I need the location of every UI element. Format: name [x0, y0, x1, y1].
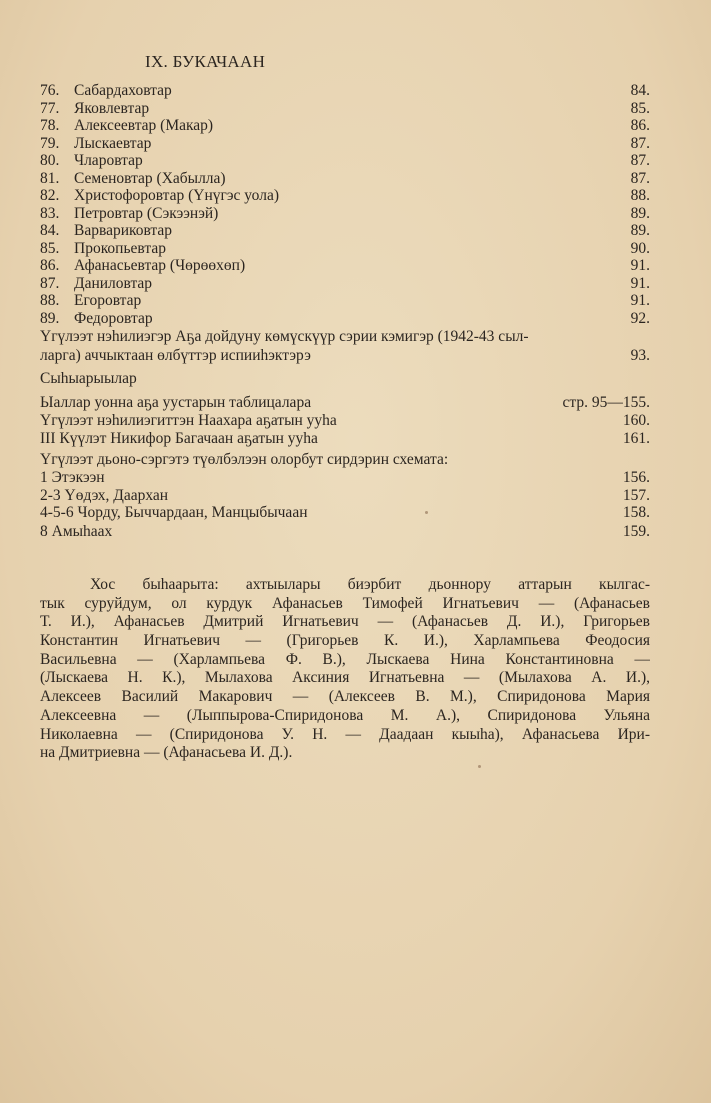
- appendix-entry: [40, 394, 650, 412]
- entry-number: 78.: [40, 117, 60, 134]
- scheme-heading: Үгүлээт дьоно-сэргэтэ түөлбэлээн олорбут сирдэрин схемата:: [40, 451, 449, 468]
- entry-page: 158.: [622, 504, 650, 521]
- entry-title: Алексеевтар (Макар): [74, 117, 214, 134]
- toc-entry: [40, 257, 650, 275]
- entry-title: Афанасьевтар (Чөрөөхөп): [74, 257, 246, 274]
- entry-page: 85.: [630, 99, 650, 117]
- entry-page: 87.: [630, 152, 650, 169]
- appendix-entry: [40, 430, 650, 448]
- entry-page: 93.: [630, 347, 650, 364]
- scheme-entry: [40, 504, 650, 522]
- entry-title: Сабардаховтар: [74, 82, 172, 99]
- entry-title: Үгүлээт нэһилиэгэр Аҕа дойдуну көмүскүүр сэрии кэмигэр (1942-43 сыл-: [40, 328, 529, 345]
- entry-page: 86.: [630, 117, 650, 134]
- footnote-line: (Лыскаева Н. К.), Мылахова Аксиния Игнатьевна — (Мылахова А. И.),: [40, 669, 650, 687]
- entry-number: 86.: [40, 257, 60, 274]
- entry-page: 84.: [630, 82, 650, 99]
- entry-number: 85.: [40, 239, 60, 257]
- entry-title: 8 Амыһаах: [40, 523, 113, 540]
- entry-title: 1 Этэкээн: [40, 469, 105, 486]
- footnote-line: на Дмитриевна — (Афанасьева И. Д.).: [40, 744, 293, 762]
- toc-entry: [40, 82, 650, 100]
- entry-page: 157.: [622, 487, 650, 504]
- toc-entry: [40, 135, 650, 153]
- entry-number: 89.: [40, 309, 60, 327]
- footnote-line: Константин Игнатьевич — (Григорьев К. И.), Харлампьева Феодосия: [40, 632, 650, 650]
- footnote-paragraph: [40, 576, 650, 763]
- toc-entry: [40, 100, 650, 118]
- entry-title: Чларовтар: [74, 152, 143, 169]
- footnote-line: Алексеев Василий Макарович — (Алексеев В. М.), Спиридонова Мария: [40, 688, 650, 706]
- toc-entry: [40, 240, 650, 258]
- toc-entry: [40, 222, 650, 240]
- entry-page: 90.: [630, 239, 650, 257]
- entry-number: 87.: [40, 274, 60, 292]
- scheme-entry: [40, 469, 650, 487]
- entry-number: 88.: [40, 292, 60, 309]
- entry-page: 159.: [622, 523, 650, 540]
- entry-number: 80.: [40, 152, 60, 169]
- toc-entry: [40, 187, 650, 205]
- toc-entry: [40, 275, 650, 293]
- entry-page: 87.: [630, 134, 650, 152]
- footnote-line: тык суруйдум, ол курдук Афанасьев Тимофей Игнатьевич — (Афанасьев: [40, 594, 650, 612]
- entry-page: 91.: [630, 274, 650, 292]
- entry-page: стр. 95—155.: [562, 394, 650, 411]
- footnote-line: Хос быһаарыта: ахтыылары биэрбит дьоннору аттарын кылгас-: [90, 576, 650, 593]
- entry-number: 82.: [40, 187, 60, 204]
- entry-number: 77.: [40, 99, 60, 117]
- entry-title: Федоровтар: [74, 309, 153, 327]
- scheme-entry: [40, 487, 650, 505]
- scheme-heading-row: [40, 451, 650, 469]
- footnote-line: Т. И.), Афанасьев Дмитрий Игнатьевич — (Афанасьев Д. И.), Григорьев: [40, 613, 650, 631]
- entry-page: 160.: [622, 412, 650, 429]
- toc-entry: [40, 205, 650, 223]
- entry-number: 79.: [40, 134, 60, 152]
- entry-page: 88.: [630, 187, 650, 204]
- entry-page: 91.: [630, 292, 650, 309]
- entry-page: 156.: [622, 469, 650, 486]
- entry-page: 89.: [630, 222, 650, 239]
- toc-entry: [40, 292, 650, 310]
- entry-title: Ыаллар уонна аҕа уустарын таблицалара: [40, 394, 312, 411]
- scheme-entry: [40, 523, 650, 541]
- toc-entry: [40, 117, 650, 135]
- footnote-line: Николаевна — (Спиридонова У. Н. — Даадаан кыыһа), Афанасьева Ири-: [40, 725, 650, 743]
- entry-title: Семеновтар (Хабылла): [74, 169, 226, 187]
- entry-title: Даниловтар: [74, 274, 153, 292]
- section-heading: IX. БУКАЧААН: [145, 52, 266, 71]
- toc-entry: [40, 310, 650, 328]
- entry-title: III Күүлэт Никифор Багачаан аҕатын ууһа: [40, 430, 318, 447]
- appendix-entry: [40, 412, 650, 430]
- appendix-heading-row: [40, 370, 650, 388]
- entry-page: 91.: [630, 257, 650, 274]
- entry-title: 2-3 Үөдэх, Даархан: [40, 487, 169, 504]
- entry-page: 92.: [630, 309, 650, 327]
- entry-title: Петровтар (Сэкээнэй): [74, 204, 219, 222]
- entry-title: Лыскаевтар: [74, 134, 152, 152]
- entry-page: 87.: [630, 169, 650, 187]
- paper-speck: [425, 511, 428, 514]
- toc-entry-war: [40, 328, 650, 346]
- entry-number: 81.: [40, 169, 60, 187]
- entry-number: 76.: [40, 82, 60, 99]
- entry-title: Варвариковтар: [74, 222, 173, 239]
- toc-entry: [40, 152, 650, 170]
- paper-speck: [478, 765, 481, 768]
- toc-entry-war-cont: [40, 347, 650, 365]
- appendix-heading: Сыһыарыылар: [40, 370, 137, 387]
- entry-title: ларга) аччыктаан өлбүттэр испииһэктэрэ: [40, 347, 311, 364]
- entry-title: Егоровтар: [74, 292, 142, 309]
- entry-title: Яковлевтар: [74, 99, 150, 117]
- entry-number: 83.: [40, 204, 60, 222]
- entry-page: 161.: [622, 430, 650, 447]
- toc-entry: [40, 170, 650, 188]
- entry-title: Үгүлээт нэһилиэгиттэн Наахара аҕатын ууһа: [40, 412, 337, 429]
- entry-title: Прокопьевтар: [74, 239, 166, 257]
- entry-page: 89.: [630, 204, 650, 222]
- footnote-line: Васильевна — (Харлампьева Ф. В.), Лыскаева Нина Константиновна —: [40, 650, 650, 668]
- entry-title: 4-5-6 Чорду, Быччардаан, Манцыбычаан: [40, 504, 308, 521]
- footnote-line: Алексеевна — (Лыппырова-Спиридонова М. А.), Спиридонова Ульяна: [40, 706, 650, 724]
- entry-title: Христофоровтар (Үнүгэс уола): [74, 187, 279, 204]
- entry-number: 84.: [40, 222, 60, 239]
